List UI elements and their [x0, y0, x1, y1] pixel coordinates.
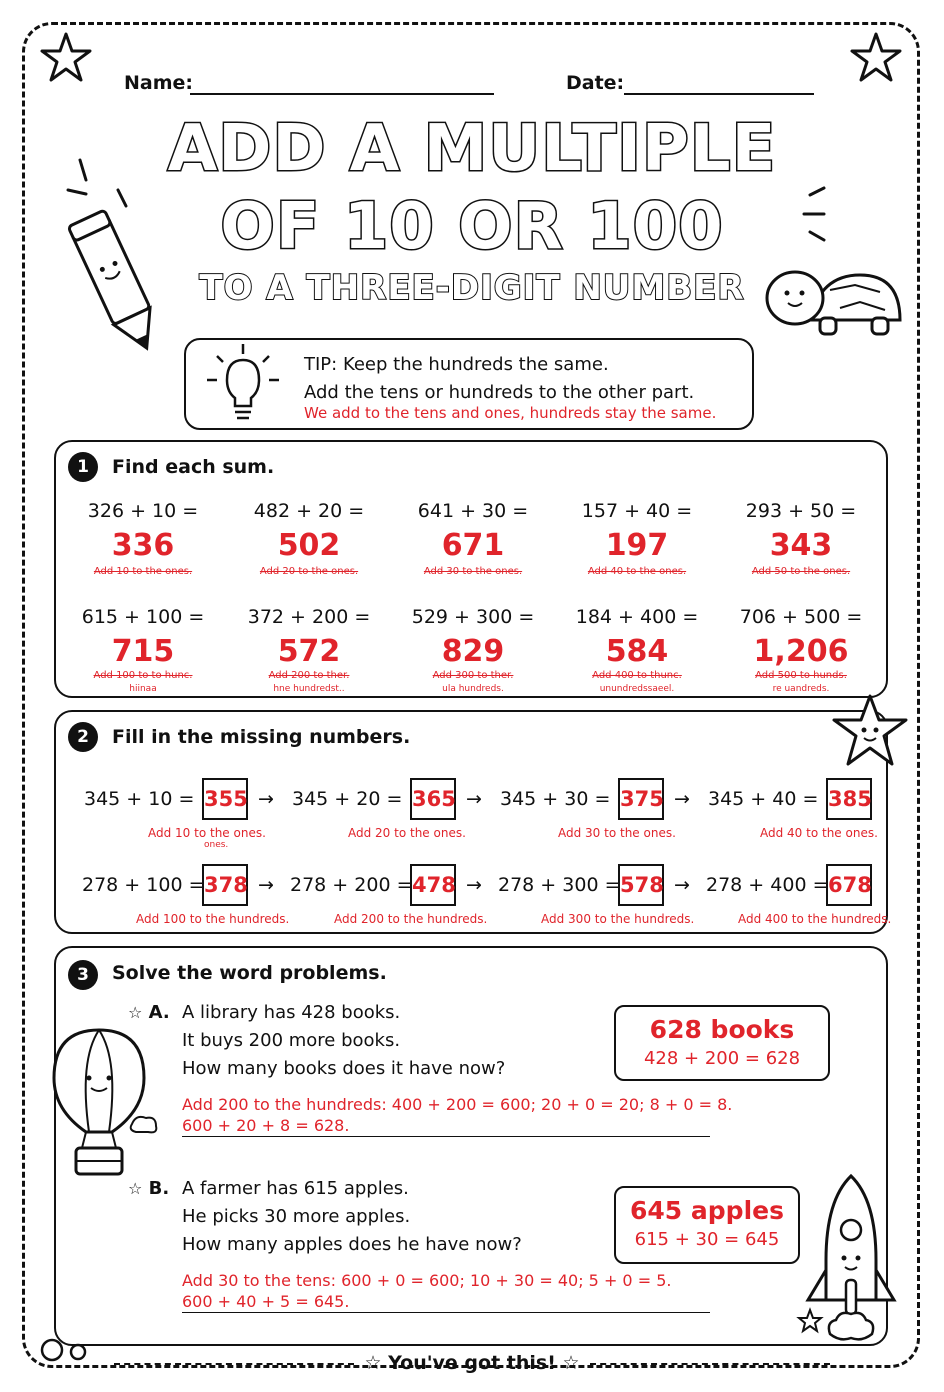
sum-hint-extra: ula hundreds. — [442, 684, 504, 694]
arrow-icon: → — [466, 788, 482, 810]
arrow-icon: → — [258, 874, 274, 896]
title-line-3: TO A THREE-DIGIT NUMBER — [199, 268, 745, 308]
section-3-badge: 3 — [68, 960, 98, 990]
sum-problem: 326 + 10 = — [87, 500, 199, 522]
problem-b-work-2: 600 + 40 + 5 = 645. — [182, 1292, 350, 1311]
sum-answer: 715 — [111, 634, 175, 669]
section-1-badge: 1 — [68, 452, 98, 482]
name-input-line[interactable] — [190, 93, 494, 95]
problem-a-line-2: It buys 200 more books. — [182, 1030, 401, 1051]
chain-hint: Add 300 to the hundreds. — [541, 912, 695, 926]
sum-problem: 529 + 300 = — [411, 606, 535, 628]
sum-answer: 829 — [441, 634, 505, 669]
sum-problem: 706 + 500 = — [739, 606, 863, 628]
missing-number-box[interactable]: 385 — [826, 778, 872, 820]
sum-answer: 502 — [277, 528, 341, 563]
sum-hint: Add 50 to the ones. — [751, 566, 851, 577]
sum-answer: 197 — [605, 528, 669, 563]
sum-hint-extra: unundredssaeel. — [599, 684, 675, 694]
missing-number-box[interactable]: 478 — [410, 864, 456, 906]
rocket-icon — [796, 1170, 906, 1350]
missing-number-box[interactable]: 678 — [826, 864, 872, 906]
sum-answer: 584 — [605, 634, 669, 669]
sum-answer: 572 — [277, 634, 341, 669]
chain-problem: 278 + 400 = — [706, 874, 829, 896]
problem-a-answer-box — [614, 1005, 830, 1081]
title-line-1: ADD A MULTIPLE — [167, 112, 777, 186]
problem-a-answer: 628 books — [649, 1015, 795, 1044]
problem-b-answer-box — [614, 1186, 800, 1264]
chain-problem: 345 + 30 = — [500, 788, 611, 810]
problem-a-line-1: A library has 428 books. — [182, 1002, 401, 1023]
chain-problem: 345 + 20 = — [292, 788, 403, 810]
name-label: Name: — [124, 72, 194, 94]
problem-b-work-1: Add 30 to the tens: 600 + 0 = 600; 10 + 30 = 40; 5 + 0 = 5. — [182, 1271, 672, 1290]
section-2-title: Fill in the missing numbers. — [112, 726, 411, 748]
sum-hint: Add 500 to hunds. — [755, 670, 847, 681]
chain-hint: Add 40 to the ones. — [760, 826, 878, 840]
sum-hint-extra: hne hundredst.. — [273, 684, 345, 694]
chain-problem: 345 + 10 = — [84, 788, 195, 810]
chain-problem: 278 + 300 = — [498, 874, 621, 896]
sum-problem: 157 + 40 = — [581, 500, 693, 522]
chain-problem: 345 + 40 = — [708, 788, 819, 810]
chain-problem: 278 + 200 = — [290, 874, 413, 896]
tip-line-3: We add to the tens and ones, hundreds stay the same. — [304, 404, 717, 422]
sum-problem: 184 + 400 = — [575, 606, 699, 628]
problem-a-answer-line — [182, 1136, 710, 1137]
problem-b-answer-line — [182, 1312, 710, 1313]
problem-b-line-1: A farmer has 615 apples. — [182, 1178, 409, 1199]
problem-a-equation: 428 + 200 = 628 — [643, 1048, 801, 1069]
sum-answer: 336 — [111, 528, 175, 563]
smiling-star-icon — [830, 692, 910, 772]
missing-number-box[interactable]: 365 — [410, 778, 456, 820]
lightbulb-icon — [205, 342, 281, 426]
sum-hint-extra: re uandreds. — [772, 684, 830, 694]
tip-line-2: Add the tens or hundreds to the other part. — [304, 382, 695, 403]
turtle-icon — [760, 180, 910, 360]
sum-hint: Add 300 to ther. — [432, 670, 514, 681]
problem-b-label: ☆ B. — [128, 1178, 170, 1199]
sum-hint: Add 10 to the ones. — [93, 566, 193, 577]
chain-problem: 278 + 100 = — [82, 874, 205, 896]
sum-answer: 343 — [769, 528, 833, 563]
sum-problem: 641 + 30 = — [417, 500, 529, 522]
missing-number-box[interactable]: 355 — [202, 778, 248, 820]
missing-number-box[interactable]: 375 — [618, 778, 664, 820]
pencil-icon — [60, 150, 170, 360]
problem-a-work-1: Add 200 to the hundreds: 400 + 200 = 600; 20 + 0 = 20; 8 + 0 = 8. — [182, 1095, 733, 1114]
problem-a-line-3: How many books does it have now? — [182, 1058, 506, 1079]
star-icon — [848, 30, 904, 86]
sum-hint: Add 100 to to hunc. — [93, 670, 193, 681]
sum-hint: Add 200 to ther. — [268, 670, 350, 681]
date-input-line[interactable] — [624, 93, 814, 95]
section-3-title: Solve the word problems. — [112, 962, 387, 984]
chain-hint-extra: ones. — [204, 840, 229, 850]
footer — [0, 1352, 944, 1374]
section-2-badge: 2 — [68, 722, 98, 752]
chain-hint: Add 200 to the hundreds. — [334, 912, 488, 926]
footer-text: You've got this! — [388, 1352, 556, 1374]
sum-hint: Add 20 to the ones. — [259, 566, 359, 577]
sum-hint-extra: hiinaa — [129, 684, 157, 694]
sum-problem: 293 + 50 = — [745, 500, 857, 522]
arrow-icon: → — [674, 788, 690, 810]
sum-problem: 372 + 200 = — [247, 606, 371, 628]
hot-air-balloon-icon — [44, 1020, 164, 1190]
problem-b-line-3: How many apples does he have now? — [182, 1234, 522, 1255]
chain-hint: Add 100 to the hundreds. — [136, 912, 290, 926]
problem-b-answer: 645 apples — [630, 1196, 784, 1225]
problem-a-label: ☆ A. — [128, 1002, 170, 1023]
missing-number-box[interactable]: 578 — [618, 864, 664, 906]
sum-problem: 482 + 20 = — [253, 500, 365, 522]
star-icon — [38, 30, 94, 86]
arrow-icon: → — [466, 874, 482, 896]
problem-a-work-2: 600 + 20 + 8 = 628. — [182, 1116, 350, 1135]
sum-hint: Add 40 to the ones. — [587, 566, 687, 577]
arrow-icon: → — [674, 874, 690, 896]
problem-b-equation: 615 + 30 = 645 — [634, 1229, 780, 1250]
footer-star-icon: ☆ — [562, 1352, 580, 1374]
date-label: Date: — [566, 72, 625, 94]
footer-star-icon: ☆ — [364, 1352, 382, 1374]
section-1-title: Find each sum. — [112, 456, 275, 478]
sum-answer: 671 — [441, 528, 505, 563]
chain-hint: Add 20 to the ones. — [348, 826, 466, 840]
chain-hint: Add 10 to the ones. — [148, 826, 266, 840]
tip-line-1: TIP: Keep the hundreds the same. — [304, 354, 609, 375]
sum-answer: 1,206 — [753, 634, 849, 669]
missing-number-box[interactable]: 378 — [202, 864, 248, 906]
chain-hint: Add 30 to the ones. — [558, 826, 676, 840]
arrow-icon: → — [258, 788, 274, 810]
title-line-2: OF 10 OR 100 — [220, 190, 724, 264]
sum-hint: Add 400 to thunc. — [592, 670, 682, 681]
sum-hint: Add 30 to the ones. — [423, 566, 523, 577]
problem-b-line-2: He picks 30 more apples. — [182, 1206, 411, 1227]
sum-problem: 615 + 100 = — [81, 606, 205, 628]
chain-hint: Add 400 to the hundreds. — [738, 912, 892, 926]
